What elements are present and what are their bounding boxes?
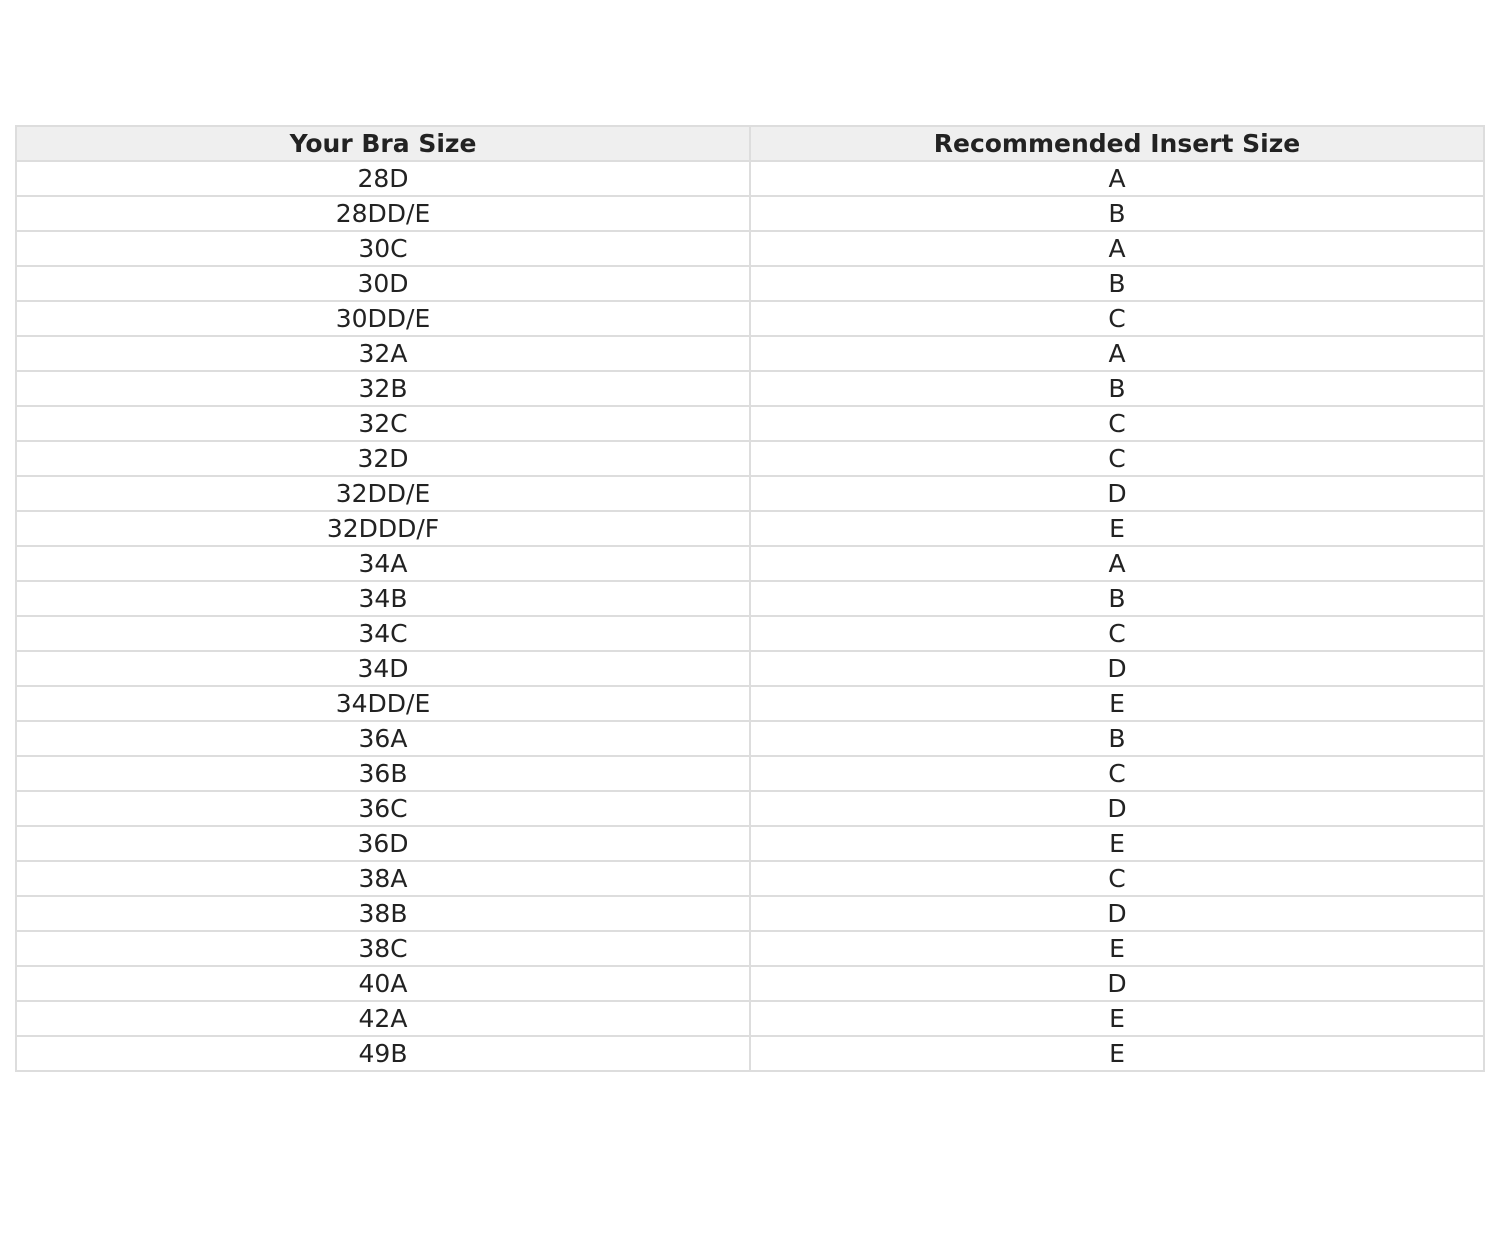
table-row (16, 651, 1484, 686)
bra-size-cell: 28D (16, 161, 750, 196)
bra-size-cell: 36B (16, 756, 750, 791)
insert-size-cell: D (750, 896, 1484, 931)
bra-size-cell: 36C (16, 791, 750, 826)
insert-size-cell: E (750, 686, 1484, 721)
table-row (16, 581, 1484, 616)
insert-size-cell: D (750, 651, 1484, 686)
insert-size-cell: D (750, 966, 1484, 1001)
bra-size-cell: 32DD/E (16, 476, 750, 511)
insert-size-cell: B (750, 371, 1484, 406)
insert-size-cell: D (750, 476, 1484, 511)
bra-size-cell: 30C (16, 231, 750, 266)
bra-size-cell: 34D (16, 651, 750, 686)
bra-size-cell: 38B (16, 896, 750, 931)
table-header-row (16, 126, 1484, 161)
table-row (16, 791, 1484, 826)
bra-size-cell: 38C (16, 931, 750, 966)
bra-size-cell: 30D (16, 266, 750, 301)
bra-size-cell: 36A (16, 721, 750, 756)
bra-size-cell: 34B (16, 581, 750, 616)
table-row (16, 931, 1484, 966)
table-row (16, 266, 1484, 301)
bra-size-cell: 42A (16, 1001, 750, 1036)
table-row (16, 686, 1484, 721)
insert-size-cell: A (750, 231, 1484, 266)
header-bra-size: Your Bra Size (16, 126, 750, 161)
bra-size-cell: 49B (16, 1036, 750, 1071)
bra-size-cell: 28DD/E (16, 196, 750, 231)
insert-size-cell: C (750, 616, 1484, 651)
size-table (15, 125, 1485, 1072)
insert-size-cell: C (750, 756, 1484, 791)
insert-size-cell: C (750, 301, 1484, 336)
insert-size-cell: E (750, 931, 1484, 966)
insert-size-cell: A (750, 546, 1484, 581)
table-row (16, 511, 1484, 546)
insert-size-cell: B (750, 581, 1484, 616)
bra-size-cell: 40A (16, 966, 750, 1001)
table-row (16, 721, 1484, 756)
insert-size-cell: E (750, 826, 1484, 861)
insert-size-cell: D (750, 791, 1484, 826)
header-insert-size: Recommended Insert Size (750, 126, 1484, 161)
bra-size-cell: 32D (16, 441, 750, 476)
size-chart (15, 125, 1485, 1072)
bra-size-cell: 32B (16, 371, 750, 406)
bra-size-cell: 32DDD/F (16, 511, 750, 546)
insert-size-cell: C (750, 861, 1484, 896)
table-row (16, 161, 1484, 196)
insert-size-cell: C (750, 406, 1484, 441)
table-row (16, 616, 1484, 651)
table-row (16, 301, 1484, 336)
insert-size-cell: B (750, 721, 1484, 756)
table-row (16, 1036, 1484, 1071)
table-row (16, 336, 1484, 371)
bra-size-cell: 34C (16, 616, 750, 651)
insert-size-cell: A (750, 161, 1484, 196)
table-row (16, 441, 1484, 476)
insert-size-cell: A (750, 336, 1484, 371)
table-body (16, 161, 1484, 1071)
bra-size-cell: 36D (16, 826, 750, 861)
insert-size-cell: E (750, 1036, 1484, 1071)
table-row (16, 861, 1484, 896)
insert-size-cell: B (750, 196, 1484, 231)
insert-size-cell: E (750, 511, 1484, 546)
table-row (16, 1001, 1484, 1036)
bra-size-cell: 34DD/E (16, 686, 750, 721)
table-row (16, 966, 1484, 1001)
table-row (16, 546, 1484, 581)
bra-size-cell: 32A (16, 336, 750, 371)
insert-size-cell: E (750, 1001, 1484, 1036)
table-row (16, 756, 1484, 791)
bra-size-cell: 34A (16, 546, 750, 581)
table-row (16, 406, 1484, 441)
table-row (16, 826, 1484, 861)
table-row (16, 896, 1484, 931)
table-row (16, 231, 1484, 266)
insert-size-cell: B (750, 266, 1484, 301)
insert-size-cell: C (750, 441, 1484, 476)
table-row (16, 476, 1484, 511)
bra-size-cell: 32C (16, 406, 750, 441)
bra-size-cell: 30DD/E (16, 301, 750, 336)
table-row (16, 371, 1484, 406)
bra-size-cell: 38A (16, 861, 750, 896)
table-row (16, 196, 1484, 231)
